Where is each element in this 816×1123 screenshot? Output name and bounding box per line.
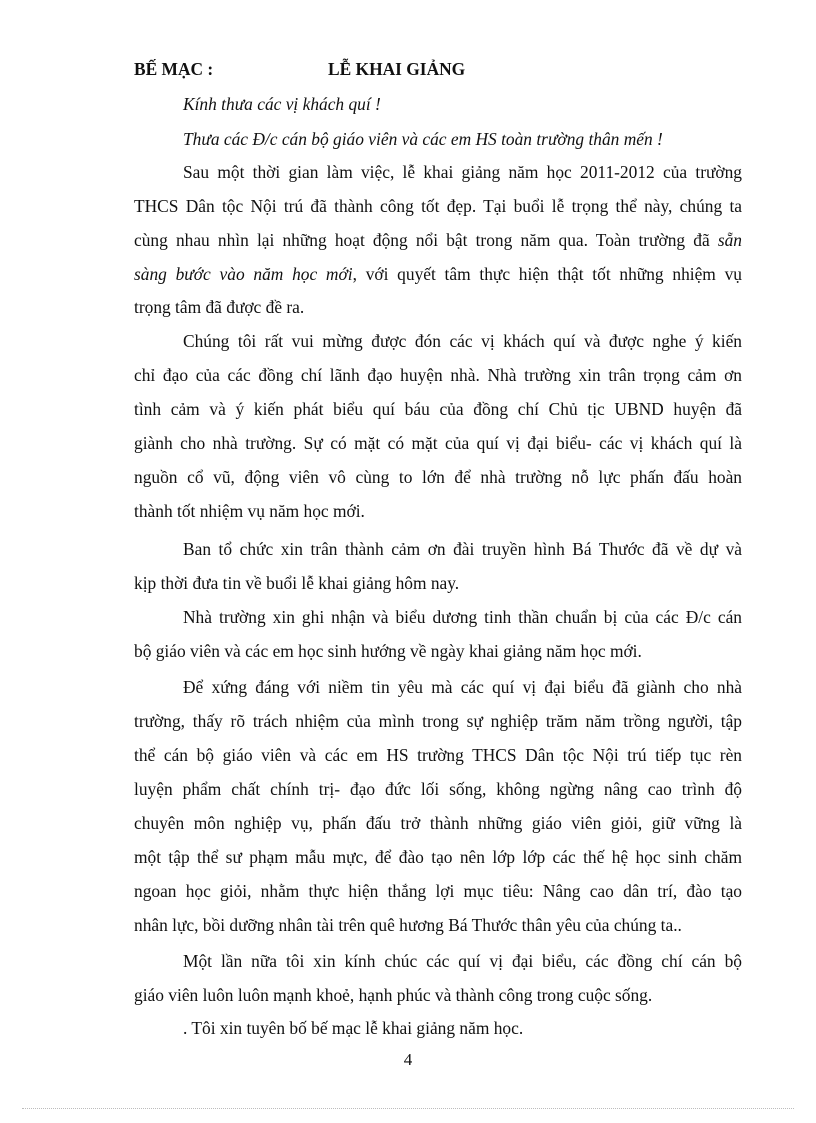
paragraph-line: nguồn cổ vũ, động viên vô cùng to lớn để nhà trường nỗ lực phấn đấu hoàn (134, 467, 742, 487)
greeting-line: Kính thưa các vị khách quí ! (183, 94, 381, 114)
paragraph-line (134, 262, 742, 286)
italic-text: sàng bước vào năm học mới (134, 264, 353, 284)
greeting-line: Thưa các Đ/c cán bộ giáo viên và các em HS toàn trường thân mến ! (183, 129, 663, 149)
paragraph-line: giành cho nhà trường. Sự có mặt có mặt của quí vị đại biểu- các vị khách quí là (134, 433, 742, 453)
paragraph-line: ngoan học giỏi, nhằm thực hiện thắng lợi mục tiêu: Nâng cao dân trí, đào tạo (134, 881, 742, 901)
paragraph-line: Để xứng đáng với niềm tin yêu mà các quí vị đại biểu đã giành cho nhà (183, 677, 742, 697)
italic-text: sẵn (717, 230, 742, 250)
paragraph-line: . Tôi xin tuyên bố bế mạc lễ khai giảng năm học. (183, 1018, 524, 1038)
text-run: , với quyết tâm thực hiện thật tốt những nhiệm vụ (352, 264, 742, 284)
paragraph-line: trọng tâm đã được đề ra. (134, 297, 305, 317)
paragraph-line: trường, thấy rõ trách nhiệm của mình trong sự nghiệp trăm năm trồng người, tập (134, 711, 742, 731)
paragraph-line: Chúng tôi rất vui mừng được đón các vị khách quí và được nghe ý kiến (183, 331, 742, 351)
paragraph-line (134, 228, 742, 252)
paragraph-line: Nhà trường xin ghi nhận và biểu dương tinh thần chuẩn bị của các Đ/c cán (183, 607, 742, 627)
paragraph-line: chỉ đạo của các đồng chí lãnh đạo huyện nhà. Nhà trường xin trân trọng cảm ơn (134, 365, 742, 385)
paragraph-line: kịp thời đưa tin về buổi lễ khai giảng hôm nay. (134, 573, 460, 593)
text-run: cùng nhau nhìn lại những hoạt động nổi bật trong năm qua. Toàn trường đã (134, 230, 710, 250)
paragraph-line: Sau một thời gian làm việc, lễ khai giảng năm học 2011-2012 của trường (183, 162, 742, 182)
paragraph-line: luyện phẩm chất chính trị- đạo đức lối sống, không ngừng nâng cao trình độ (134, 779, 742, 799)
page-title: LỄ KHAI GIẢNG (328, 59, 466, 79)
page-number: 4 (403, 1050, 413, 1069)
paragraph-line: tình cảm và ý kiến phát biểu quí báu của đồng chí Chủ tịc UBND huyện đã (134, 399, 742, 419)
paragraph-line: nhân lực, bồi dưỡng nhân tài trên quê hương Bá Thước thân yêu của chúng ta.. (134, 915, 682, 935)
paragraph-line: thể cán bộ giáo viên và các em HS trường THCS Dân tộc Nội trú tiếp tục rèn (134, 745, 742, 765)
paragraph-line: Một lần nữa tôi xin kính chúc các quí vị đại biểu, các đồng chí cán bộ (183, 951, 742, 971)
section-label: BẾ MẠC : (134, 59, 214, 79)
paragraph-line: bộ giáo viên và các em học sinh hướng về ngày khai giảng năm học mới. (134, 641, 642, 661)
paragraph-line: Ban tổ chức xin trân thành cảm ơn đài truyền hình Bá Thước đã về dự và (183, 539, 742, 559)
paragraph-line: một tập thể sư phạm mẫu mực, để đào tạo nên lớp lớp các thế hệ học sinh chăm (134, 847, 742, 867)
page-divider (22, 1108, 794, 1109)
paragraph-line: thành tốt nhiệm vụ năm học mới. (134, 501, 365, 521)
paragraph-line: THCS Dân tộc Nội trú đã thành công tốt đẹp. Tại buổi lễ trọng thể này, chúng ta (134, 196, 742, 216)
paragraph-line: chuyên môn nghiệp vụ, phấn đấu trở thành những giáo viên giỏi, giữ vững là (134, 813, 742, 833)
paragraph-line: giáo viên luôn luôn mạnh khoẻ, hạnh phúc và thành công trong cuộc sống. (134, 985, 653, 1005)
